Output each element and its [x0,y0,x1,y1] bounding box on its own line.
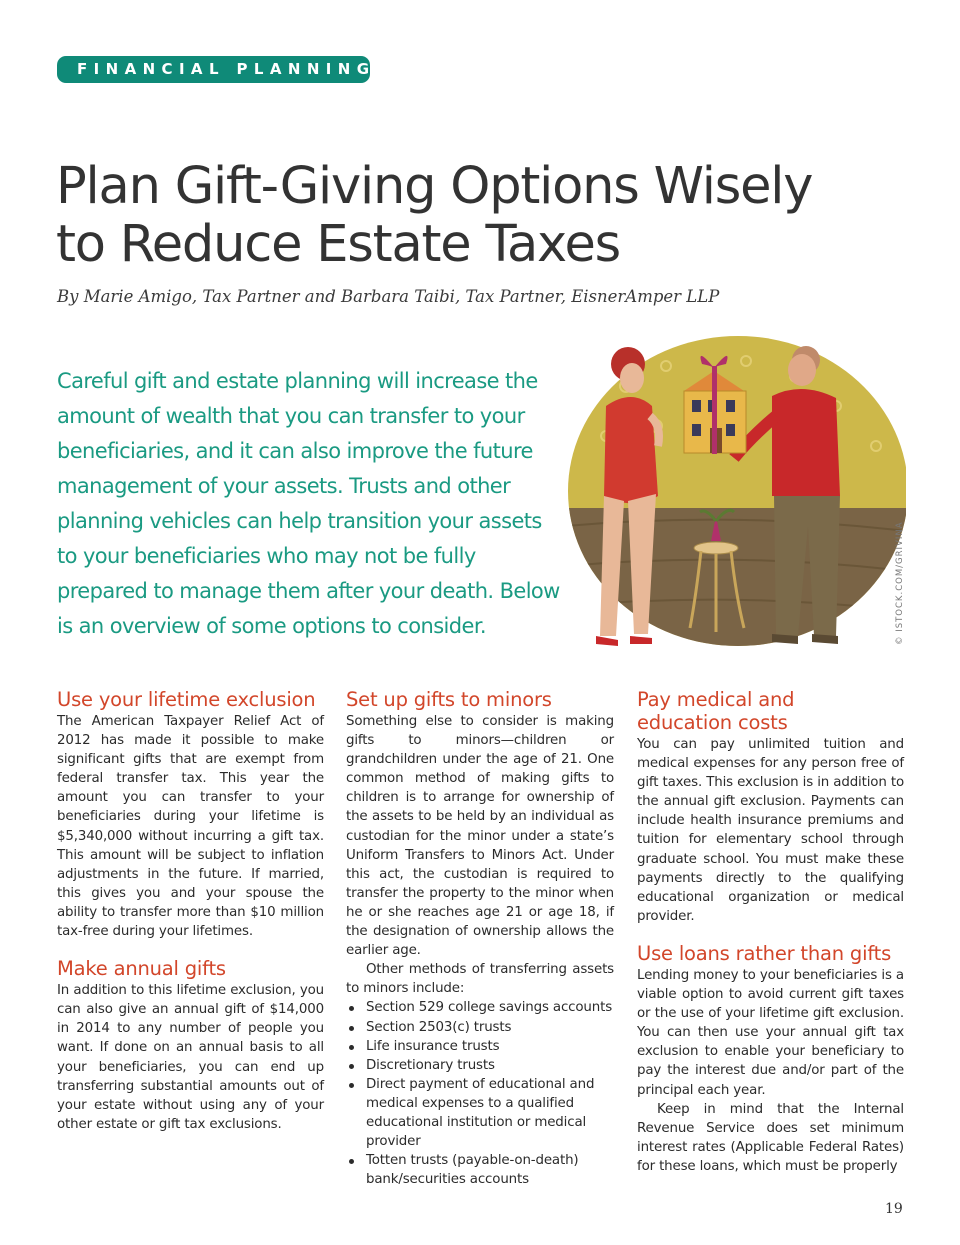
photo-credit: © ISTOCK.COM/GRIVINA [895,521,905,645]
para-lifetime-exclusion: The American Taxpayer Relief Act of 2012 has made it possible to make significant gifts that are exempt from federal transfer tax. This year the amount you can transfer to your beneficiaries during your lifetime is $5,340,000 without incurring a gift tax. This amount will be subject to inflation adjustments in the future. If married, this gives you and your spouse the ability to transfer more than $10 million tax-free during your lifetimes. [57,714,324,940]
heading-gifts-to-minors: Set up gifts to minors [346,688,552,711]
para-irs-rates: Keep in mind that the Internal Revenue Service does set minimum interest rates (Applicable Federal Rates) for these loans, which must be properly [637,1101,904,1174]
para-medical-education: You can pay unlimited tuition and medical expenses for any person free of gift taxes. This exclusion is in addition to the annual gift exclusion. Payments can include health insurance premiums and tuition for elementary school through graduate school. You must make these payments directly to the qualifying educational organization or medical provider. [637,737,904,924]
article-byline: By Marie Amigo, Tax Partner and Barbara Taibi, Tax Partner, EisnerAmper LLP [57,287,720,306]
list-item: Life insurance trusts [346,1037,614,1056]
column-3 [637,688,904,1176]
methods-list [346,998,614,1189]
heading-medical-education-line2: education costs [637,711,788,734]
list-item: Discretionary trusts [346,1056,614,1075]
column-1 [57,688,324,1134]
list-item: Totten trusts (payable-on-death) bank/securities accounts [346,1151,614,1189]
list-item: Section 2503(c) trusts [346,1018,614,1037]
heading-loans: Use loans rather than gifts [637,941,892,965]
para-gifts-to-minors: Something else to consider is making gifts to minors—children or grandchildren under the age of 21. One common method of making gifts to children is to arrange for ownership of the assets to be held by an individual as custodian for the minor under a state’s Uniform Transfers to Minors Act. Under this act, the custodian is required to transfer the property to the minor when he or she reaches age 21 or age 18, if the designation of ownership allows the earlier age. [346,714,614,959]
article-title-line2: to Reduce Estate Taxes [56,215,621,274]
gift-house-illustration [566,336,906,654]
heading-annual-gifts: Make annual gifts [57,957,226,981]
list-item: Direct payment of educational and medical expenses to a qualified educational institution or medical provider [346,1075,614,1151]
heading-medical-education-line1: Pay medical and [637,688,795,711]
para-other-methods: Other methods of transferring assets to minors include: [346,962,614,997]
article-intro: Careful gift and estate planning will increase the amount of wealth that you can transfer to your beneficiaries, and it can also improve the future management of your assets. Trusts and other planning vehicles can help transition your assets to your beneficiaries who may not be fully prepared to manage them after your death. Below is an overview of some options to consider. [57,369,560,638]
heading-lifetime-exclusion: Use your lifetime exclusion [57,688,316,711]
list-item: Section 529 college savings accounts [346,998,614,1017]
para-loans: Lending money to your beneficiaries is a viable option to avoid current gift taxes or the use of your lifetime gift exclusion. You can then use your annual gift tax exclusion to enable your beneficiary to pay the interest due and/or part of the principal each year. [637,967,904,1098]
para-annual-gifts: In addition to this lifetime exclusion, you can also give an annual gift of $14,000 in 2014 to any number of people you want. If done on an annual basis to all your beneficiaries, you can end up transferring substantial amounts out of your estate without using any of your other estate or gift tax exclusions. [57,983,324,1132]
heading-medical-education [637,688,904,734]
page-number: 19 [885,1201,903,1217]
section-tag: FINANCIAL PLANNING [57,56,370,83]
article-title-line1: Plan Gift-Giving Options Wisely [56,157,813,216]
column-2 [346,688,614,1189]
article-title [56,158,836,274]
